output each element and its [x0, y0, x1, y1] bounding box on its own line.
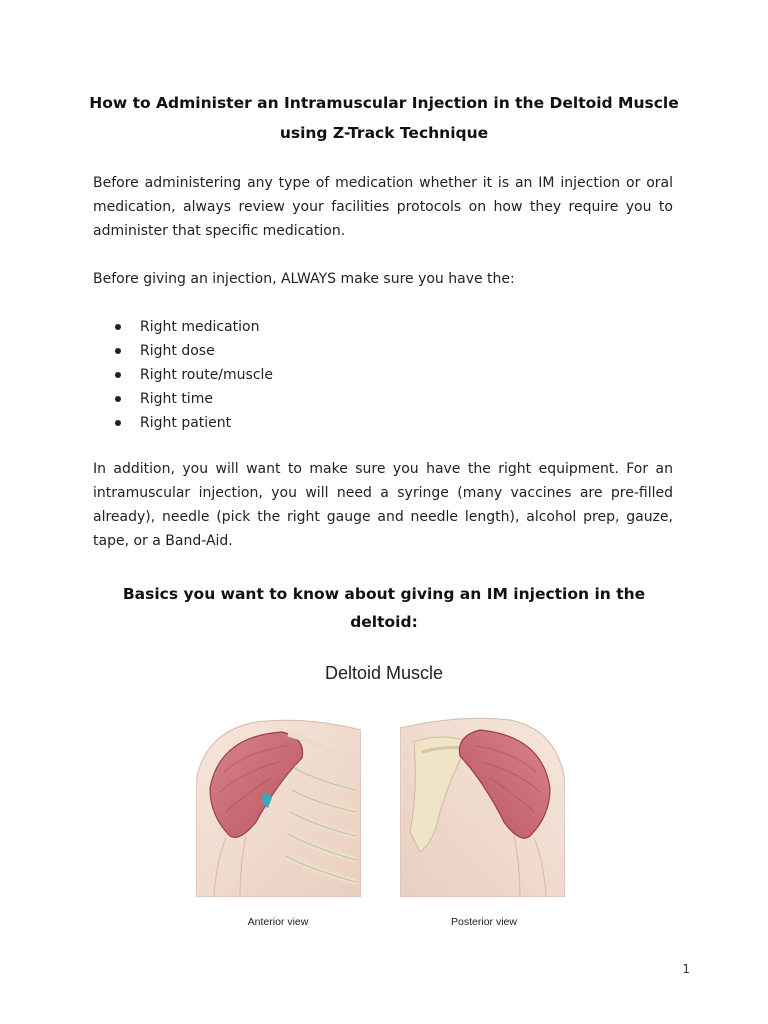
list-item	[108, 315, 273, 339]
document-title	[60, 88, 708, 148]
figure-title: Deltoid Muscle	[324, 663, 444, 683]
intro-paragraph: Before administering any type of medication whether it is an IM injection or oral medication, always review your facilities protocols on how they require you to administer that specific medication.	[93, 175, 673, 239]
list-item	[108, 411, 273, 435]
document-title-line-2: using Z-Track Technique	[279, 124, 489, 142]
section-subheading	[100, 580, 668, 636]
anterior-view-caption: Anterior view	[247, 916, 309, 928]
section-subheading-line-1: Basics you want to know about giving an IM injection in the	[122, 585, 646, 603]
list-item-label: Right time	[140, 391, 213, 407]
list-item-label: Right route/muscle	[140, 367, 274, 383]
bullet-icon	[115, 348, 121, 354]
document-title-line-1: How to Administer an Intramuscular Injection in the Deltoid Muscle	[89, 94, 679, 112]
bullet-icon	[115, 420, 121, 426]
bullet-icon	[115, 372, 121, 378]
list-item	[108, 387, 273, 411]
section-subheading-line-2: deltoid:	[350, 613, 418, 631]
bullet-icon	[115, 396, 121, 402]
anterior-deltoid-illustration	[196, 712, 361, 897]
posterior-deltoid-illustration	[400, 712, 565, 897]
equipment-paragraph: In addition, you will want to make sure you have the right equipment. For an intramuscular injection, you will need a syringe (many vaccines are pre-filled already), needle (pick the right gauge and needle length), alcohol prep, gauze, tape, or a Band-Aid.	[93, 461, 673, 549]
list-item-label: Right dose	[140, 343, 215, 359]
posterior-view-caption: Posterior view	[451, 916, 517, 928]
page-number: 1	[682, 962, 690, 976]
bullet-icon	[115, 324, 121, 330]
list-item-label: Right patient	[140, 415, 232, 431]
list-item	[108, 363, 273, 387]
list-item	[108, 339, 273, 363]
list-item-label: Right medication	[140, 319, 260, 335]
rights-checklist	[108, 315, 273, 435]
checklist-lead-paragraph: Before giving an injection, ALWAYS make sure you have the:	[93, 271, 515, 287]
